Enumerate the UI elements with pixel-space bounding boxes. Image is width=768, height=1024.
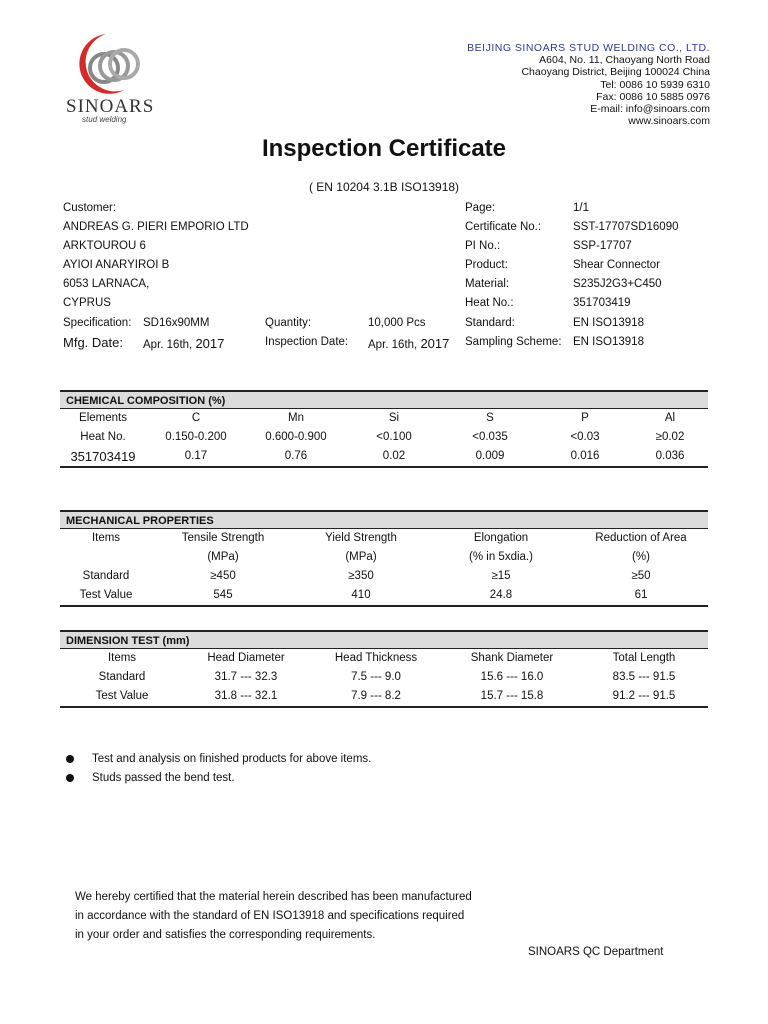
info-label: Certificate No.: xyxy=(465,221,542,233)
inspection-date-day: Apr. 16th, xyxy=(368,339,421,351)
table-cell: 545 xyxy=(213,589,233,601)
section-header: DIMENSION TEST (mm) xyxy=(60,630,708,649)
table-cell: Elements xyxy=(79,412,127,424)
company-tel: Tel: 0086 10 5939 6310 xyxy=(600,78,710,91)
table-cell: 0.036 xyxy=(655,450,685,462)
table-cell: Yield Strength xyxy=(325,532,397,544)
table-cell: 24.8 xyxy=(489,589,513,601)
table-cell: 83.5 --- 91.5 xyxy=(612,671,676,683)
table-cell: (% in 5xdia.) xyxy=(469,551,533,563)
table-cell: 0.150-0.200 xyxy=(165,431,227,443)
table-body xyxy=(60,529,708,607)
inspection-date-label: Inspection Date: xyxy=(265,336,349,348)
table-cell: P xyxy=(581,412,589,424)
specification-label: Specification: xyxy=(63,317,132,329)
table-cell: (MPa) xyxy=(207,551,239,563)
company-name: BEIJING SINOARS STUD WELDING CO., LTD. xyxy=(467,42,710,54)
table-cell: Reduction of Area xyxy=(595,532,687,544)
note-item xyxy=(66,772,235,784)
mfg-date-year: 2017 xyxy=(195,336,225,351)
table-cell: 351703419 xyxy=(70,449,136,464)
info-value: SST-17707SD16090 xyxy=(573,221,679,233)
info-value: Shear Connector xyxy=(573,259,660,271)
mechanical-properties-table xyxy=(60,510,708,607)
company-address-1: A604, No. 11, Chaoyang North Road xyxy=(539,54,710,67)
table-cell: <0.03 xyxy=(570,431,600,443)
quantity-label: Quantity: xyxy=(265,317,312,329)
table-cell: ≥350 xyxy=(348,570,374,582)
table-cell: 15.7 --- 15.8 xyxy=(480,690,544,702)
table-row xyxy=(60,586,708,605)
table-cell: 0.600-0.900 xyxy=(265,431,327,443)
table-cell: Head Thickness xyxy=(334,652,418,664)
logo-mark-icon xyxy=(62,30,162,98)
chemical-composition-table xyxy=(60,390,708,468)
table-cell: Items xyxy=(107,652,137,664)
table-cell: Standard xyxy=(82,570,130,582)
table-row xyxy=(60,447,708,466)
table-cell: Standard xyxy=(98,671,146,683)
table-cell: Si xyxy=(388,412,400,424)
info-value: SSP-17707 xyxy=(573,240,632,252)
company-logo xyxy=(62,30,162,125)
company-fax: Fax: 0086 10 5885 0976 xyxy=(596,90,710,103)
table-cell: 0.02 xyxy=(382,450,406,462)
table-row xyxy=(60,649,708,668)
note-text: Test and analysis on finished products for above items. xyxy=(92,753,372,765)
document-title: Inspection Certificate xyxy=(261,135,507,162)
dimension-test-table xyxy=(60,630,708,708)
inspection-date-value xyxy=(368,336,449,351)
note-text: Studs passed the bend test. xyxy=(92,772,235,784)
company-web: www.sinoars.com xyxy=(628,115,710,128)
logo-tagline: stud welding xyxy=(82,115,127,124)
table-cell: 0.009 xyxy=(475,450,505,462)
table-cell: Test Value xyxy=(79,589,133,601)
table-row xyxy=(60,428,708,447)
table-row xyxy=(60,529,708,548)
table-cell: ≥450 xyxy=(210,570,236,582)
table-cell: 7.5 --- 9.0 xyxy=(351,671,401,683)
info-value: 1/1 xyxy=(573,202,589,214)
info-value: EN ISO13918 xyxy=(573,317,644,329)
table-cell: ≥50 xyxy=(631,570,651,582)
info-label: Product: xyxy=(465,259,508,271)
info-label: Page: xyxy=(465,202,496,214)
table-cell: <0.100 xyxy=(376,431,412,443)
info-value: EN ISO13918 xyxy=(573,336,644,348)
table-cell: Shank Diameter xyxy=(470,652,554,664)
table-cell: Items xyxy=(91,532,121,544)
table-cell: 0.17 xyxy=(184,450,208,462)
info-label: Sampling Scheme: xyxy=(465,336,562,348)
table-cell: 410 xyxy=(351,589,371,601)
table-body xyxy=(60,409,708,468)
customer-line: 6053 LARNACA, xyxy=(63,278,150,290)
customer-line: AYIOI ANARYIROI B xyxy=(63,259,170,271)
table-cell: ≥15 xyxy=(491,570,511,582)
certification-statement: We hereby certified that the material herein described has been manufactured in accordance with the standard of EN ISO13918 and specifications required in your order and satisfies the corresponding requirements. xyxy=(75,891,472,941)
logo-brand: SINOARS xyxy=(66,96,155,117)
table-row xyxy=(60,567,708,586)
table-cell: 15.6 --- 16.0 xyxy=(480,671,544,683)
customer-line: CYPRUS xyxy=(63,297,111,309)
signature-department: SINOARS QC Department xyxy=(528,946,664,958)
specification-value: SD16x90MM xyxy=(143,317,210,329)
inspection-date-year: 2017 xyxy=(420,336,450,351)
table-cell: 61 xyxy=(634,589,648,601)
bullet-icon xyxy=(66,755,74,763)
info-value: 351703419 xyxy=(573,297,631,309)
table-cell: C xyxy=(191,412,201,424)
table-cell: Mn xyxy=(288,412,304,424)
info-label: Standard: xyxy=(465,317,515,329)
bullet-icon xyxy=(66,774,74,782)
table-cell: 31.8 --- 32.1 xyxy=(214,690,278,702)
customer-line: ARKTOUROU 6 xyxy=(63,240,146,252)
table-cell: 0.016 xyxy=(570,450,600,462)
table-cell: Elongation xyxy=(473,532,529,544)
table-cell xyxy=(60,548,152,567)
company-address-2: Chaoyang District, Beijing 100024 China xyxy=(521,66,710,79)
info-value: S235J2G3+C450 xyxy=(573,278,662,290)
mfg-date-value xyxy=(143,336,224,351)
table-cell: (%) xyxy=(632,551,650,563)
table-cell: 31.7 --- 32.3 xyxy=(214,671,278,683)
mfg-date-label: Mfg. Date: xyxy=(63,335,123,350)
customer-label: Customer: xyxy=(63,202,117,214)
table-cell: S xyxy=(486,412,494,424)
section-header: MECHANICAL PROPERTIES xyxy=(60,510,708,529)
info-label: PI No.: xyxy=(465,240,501,252)
table-body xyxy=(60,649,708,708)
table-cell: ≥0.02 xyxy=(655,431,685,443)
standards-line: ( EN 10204 3.1B ISO13918) xyxy=(308,180,460,194)
table-cell: 91.2 --- 91.5 xyxy=(612,690,676,702)
section-header: CHEMICAL COMPOSITION (%) xyxy=(60,390,708,409)
table-cell: Al xyxy=(664,412,676,424)
info-label: Material: xyxy=(465,278,510,290)
table-cell: Heat No. xyxy=(80,431,126,443)
table-cell: (MPa) xyxy=(345,551,377,563)
quantity-value: 10,000 Pcs xyxy=(368,317,426,329)
table-cell: Test Value xyxy=(95,690,149,702)
company-contact xyxy=(467,42,710,127)
table-row xyxy=(60,409,708,428)
note-item xyxy=(66,753,371,765)
mfg-date-day: Apr. 16th, xyxy=(143,339,196,351)
table-row xyxy=(60,687,708,706)
table-row xyxy=(60,668,708,687)
info-label: Heat No.: xyxy=(465,297,514,309)
table-cell: 0.76 xyxy=(284,450,308,462)
company-email: E-mail: info@sinoars.com xyxy=(590,103,710,116)
table-row xyxy=(60,548,708,567)
table-cell: 7.9 --- 8.2 xyxy=(351,690,401,702)
table-cell: <0.035 xyxy=(472,431,508,443)
table-cell: Total Length xyxy=(612,652,676,664)
customer-line: ANDREAS G. PIERI EMPORIO LTD xyxy=(63,221,249,233)
table-cell: Tensile Strength xyxy=(181,532,265,544)
table-cell: Head Diameter xyxy=(207,652,285,664)
